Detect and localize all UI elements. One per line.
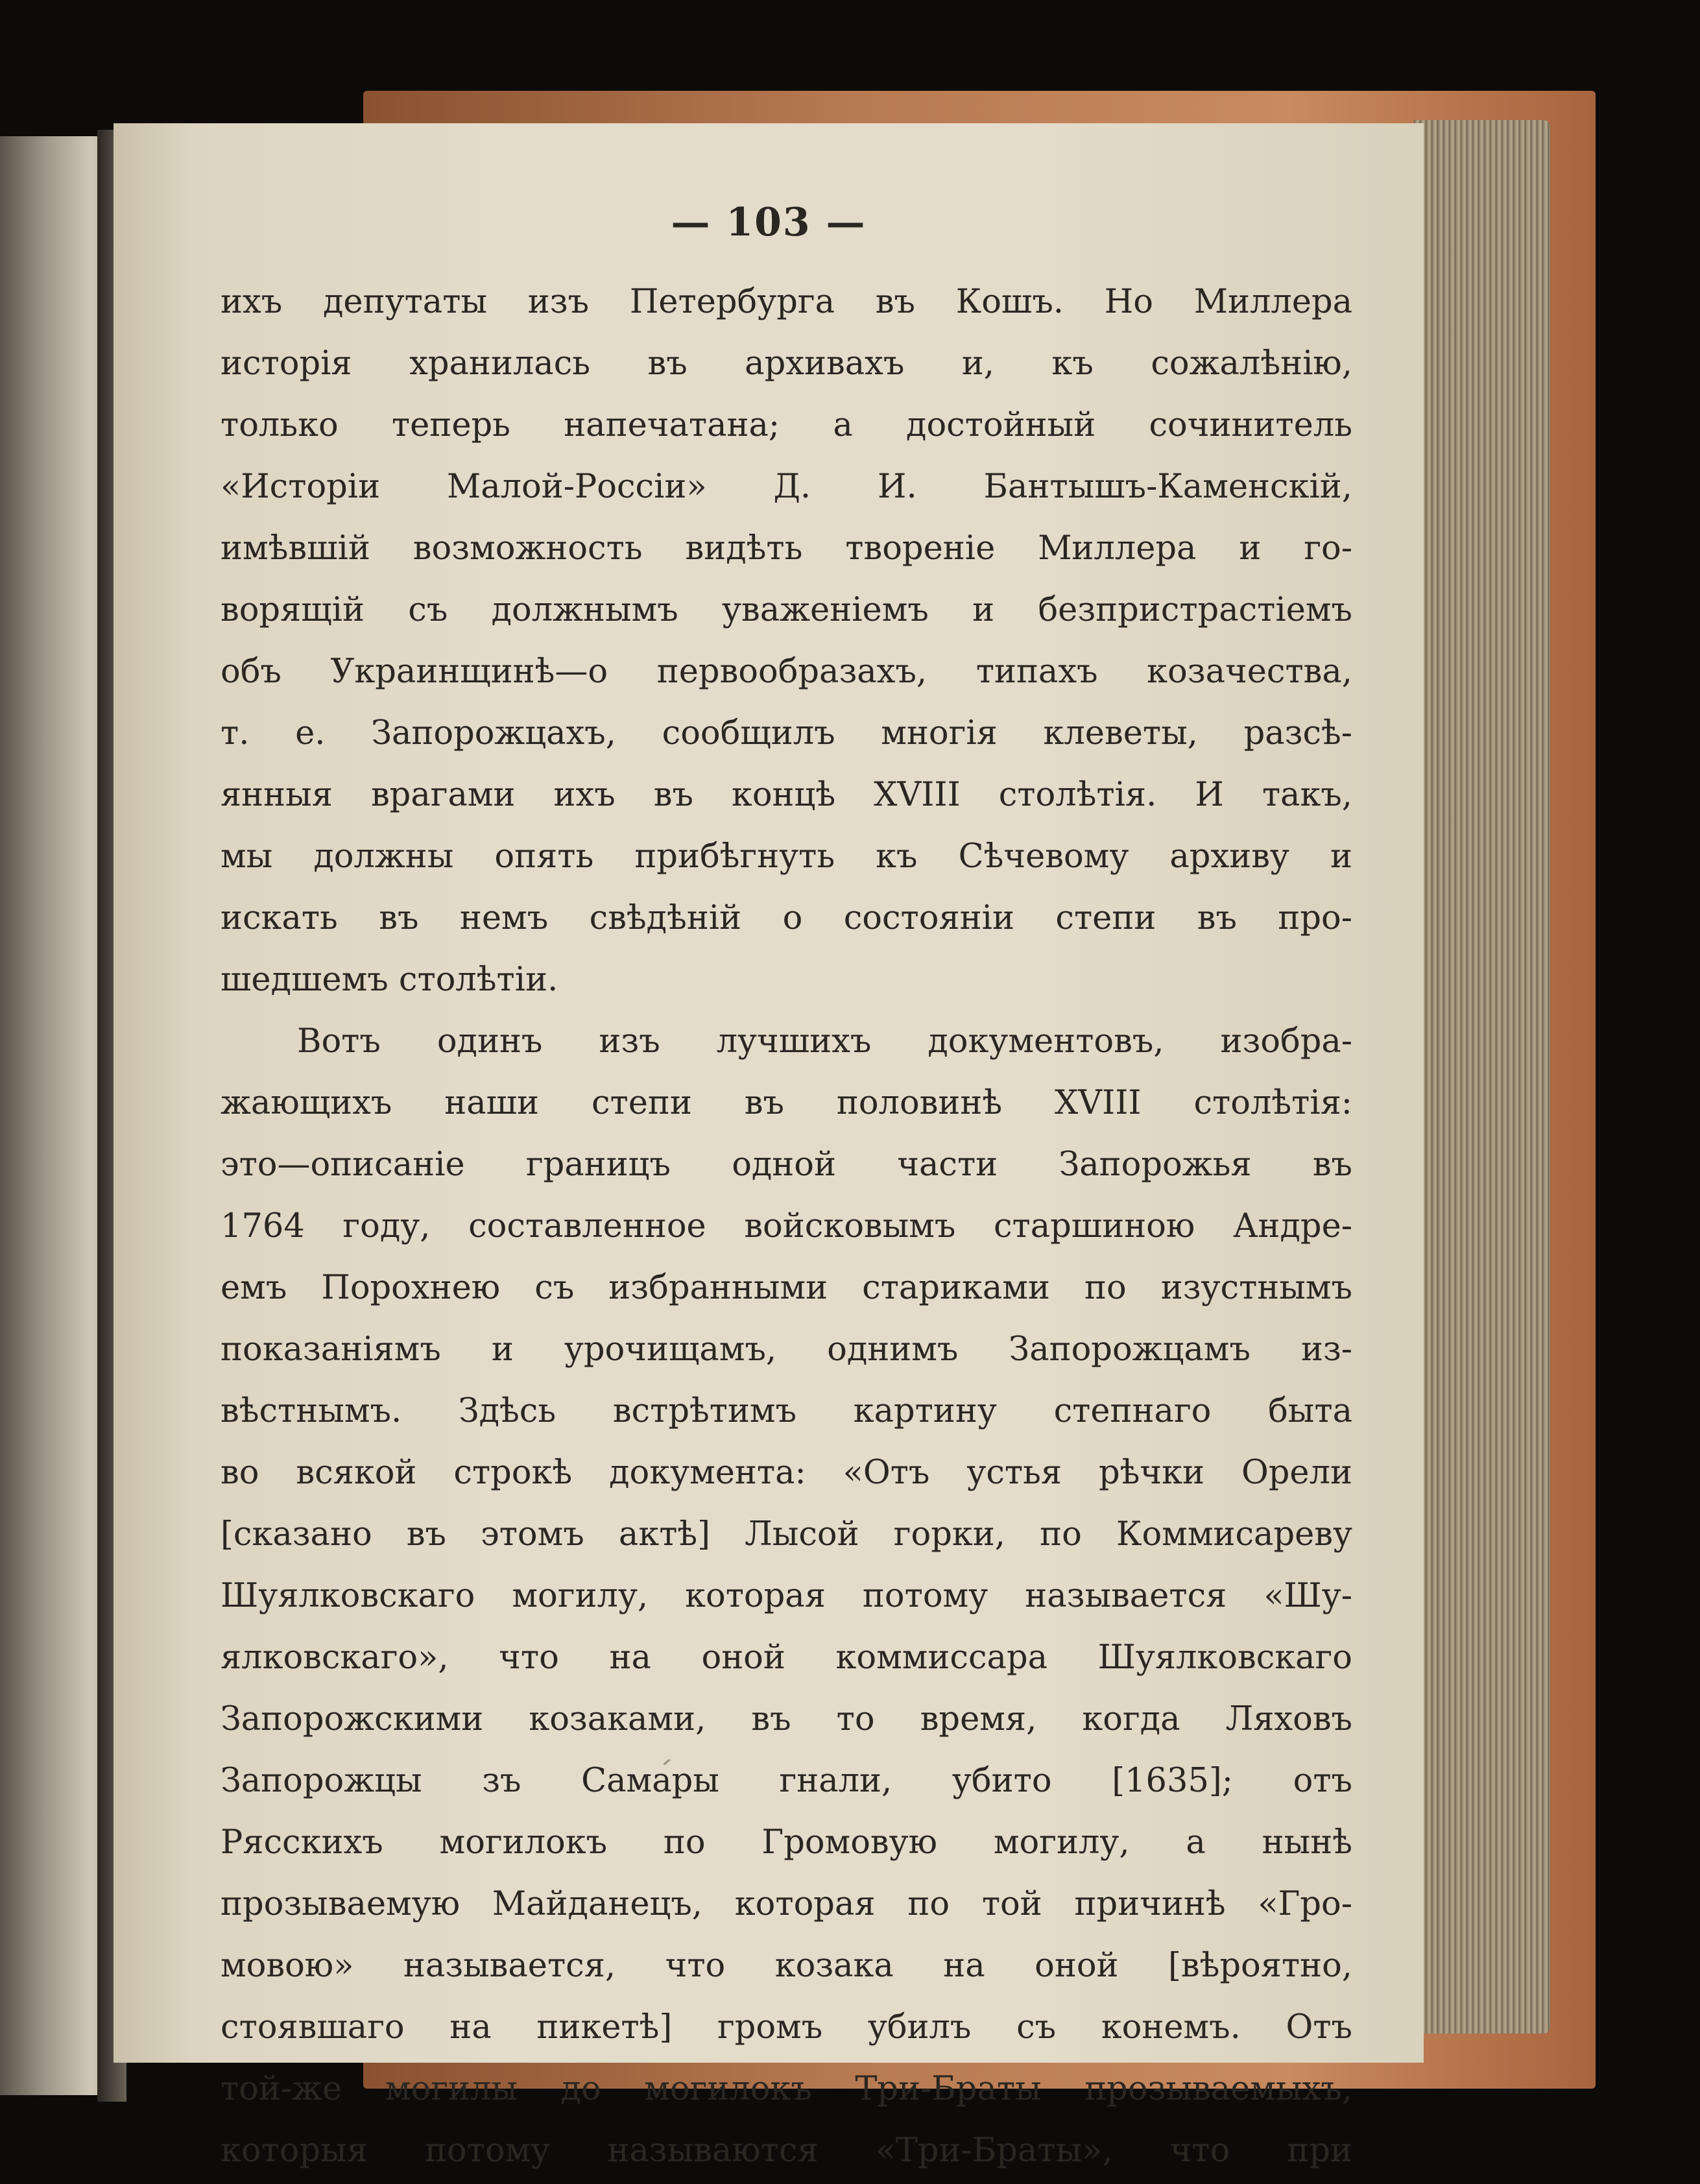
text-line: [сказано въ этомъ актѣ] Лысой горки, по Коммисареву	[221, 1515, 1352, 1554]
text-line: только теперь напечатана; а достойный сочинитель	[221, 406, 1352, 444]
text-line: во всякой строкѣ документа: «Отъ устья рѣчки Орели	[221, 1454, 1352, 1492]
text-line: той-же могилы до могилокъ Три-Браты прозываемыхъ,	[221, 2070, 1352, 2108]
page-text	[221, 271, 1352, 2181]
text-line: янныя врагами ихъ въ концѣ XVIII столѣтія. И такъ,	[221, 776, 1352, 814]
text-line: мовою» называется, что козака на оной [вѣроятно,	[221, 1947, 1352, 1985]
previous-page-edge	[0, 136, 114, 2095]
text-line: исторія хранилась въ архивахъ и, къ сожалѣнію,	[221, 344, 1352, 383]
text-line: емъ Порохнею съ избранными стариками по изустнымъ	[221, 1269, 1352, 1307]
page-block-edge	[1414, 120, 1550, 2034]
text-line: имѣвшій возможность видѣть твореніе Миллера и го-	[221, 529, 1352, 568]
text-line: Шуялковскаго могилу, которая потому называется «Шу-	[221, 1577, 1352, 1615]
text-line: Запорожскими козаками, въ то время, когда Ляховъ	[221, 1700, 1352, 1738]
text-line: показаніямъ и урочищамъ, однимъ Запорожцамъ из-	[221, 1330, 1352, 1369]
text-line: вѣстнымъ. Здѣсь встрѣтимъ картину степнаго быта	[221, 1392, 1352, 1430]
text-line: «Исторіи Малой-Россіи» Д. И. Бантышъ-Каменскій,	[221, 468, 1352, 506]
page-number: — 103 —	[671, 200, 867, 245]
text-line: это—описаніе границъ одной части Запорожья въ	[221, 1146, 1352, 1184]
text-line: мы должны опять прибѣгнуть къ Сѣчевому архиву и	[221, 837, 1352, 876]
text-line: ялковскаго», что на оной коммиссара Шуялковскаго	[221, 1638, 1352, 1677]
text-line: Рясскихъ могилокъ по Громовую могилу, а нынѣ	[221, 1823, 1352, 1862]
text-line: искать въ немъ свѣдѣній о состояніи степи въ про-	[221, 899, 1352, 937]
text-line: жающихъ наши степи въ половинѣ XVIII столѣтія:	[221, 1084, 1352, 1122]
text-line: стоявшаго на пикетѣ] громъ убилъ съ конемъ. Отъ	[221, 2008, 1352, 2046]
text-line: которыя потому называются «Три-Браты», что при	[221, 2131, 1352, 2170]
text-line: ворящій съ должнымъ уваженіемъ и безпристрастіемъ	[221, 591, 1352, 629]
text-line: т. е. Запорожцахъ, сообщилъ многія клеветы, разсѣ-	[221, 714, 1352, 752]
text-line: шедшемъ столѣтіи.	[221, 961, 558, 999]
text-line: 1764 году, составленное войсковымъ старшиною Андре-	[221, 1207, 1352, 1245]
text-line: ихъ депутаты изъ Петербурга въ Кошъ. Но Миллера	[221, 283, 1352, 321]
text-line: прозываемую Майданецъ, которая по той причинѣ «Гро-	[221, 1885, 1352, 1923]
text-line: Вотъ одинъ изъ лучшихъ документовъ, изобра-	[297, 1022, 1352, 1061]
book-page	[114, 123, 1424, 2170]
text-line: Запорожцы зъ Самары гнали, убито [1635]; отъ	[221, 1762, 1352, 1800]
text-line: объ Украинщинѣ—о первообразахъ, типахъ козачества,	[221, 653, 1352, 691]
